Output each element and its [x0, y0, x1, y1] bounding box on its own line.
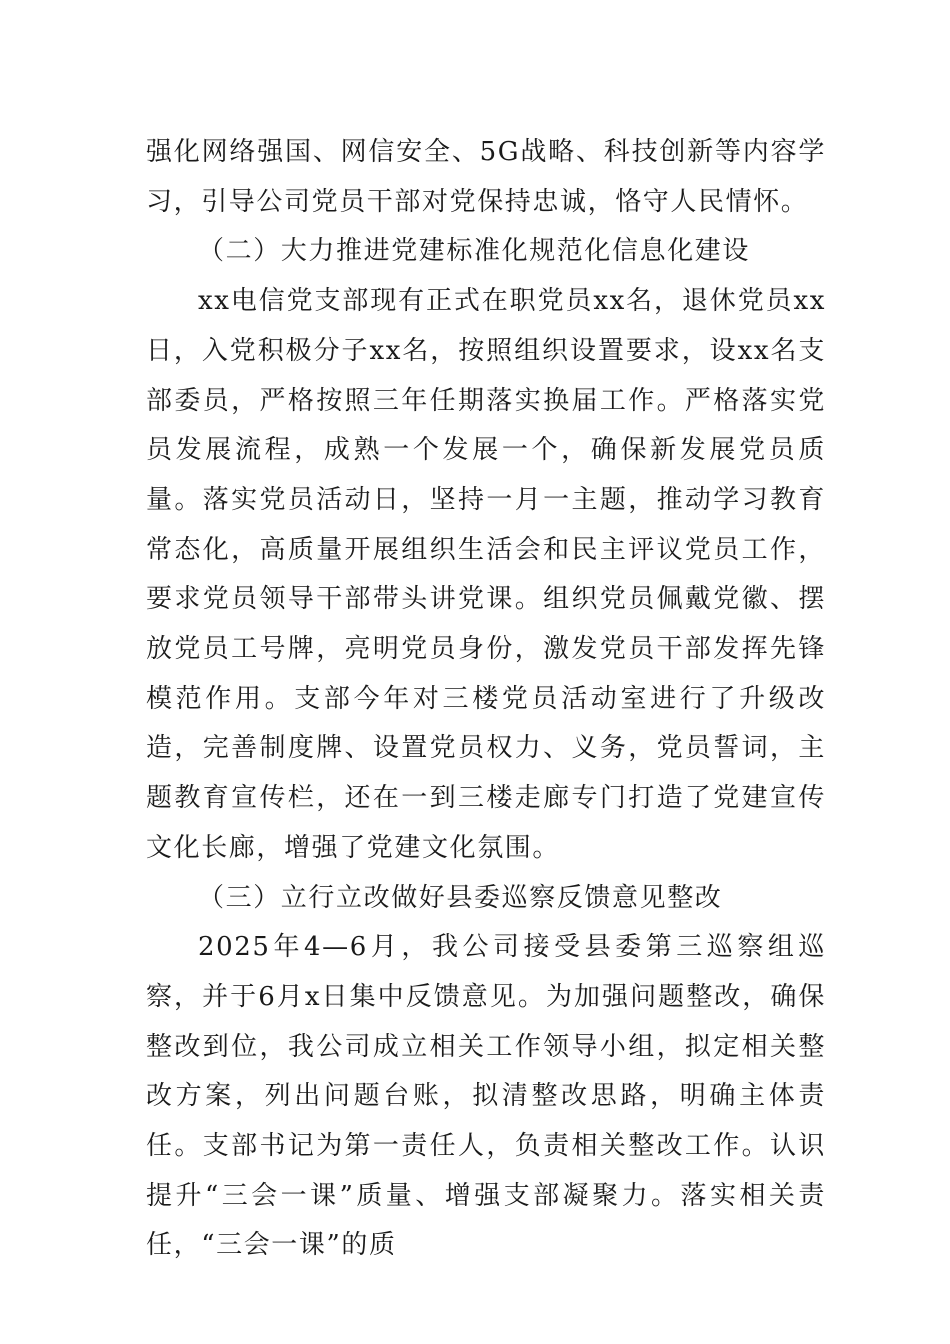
section-heading-3: （三）立行立改做好县委巡察反馈意见整改	[198, 882, 723, 913]
paragraph-party-building: xx电信党支部现有正式在职党员xx名，退休党员xx日，入党积极分子xx名，按照组织设置要求，设xx名支部委员，严格按照三年任期落实换届工作。严格落实党员发展流程，成熟一个发展一个，确保新发展党员质量。落实党员活动日，坚持一月一主题，推动学习教育常态化，高质量开展组织生活会和民主评议党员工作，要求党员领导干部带头讲党课。组织党员佩戴党徽、摆放党员工号牌，亮明党员身份，激发党员干部发挥先锋模范作用。支部今年对三楼党员活动室进行了升级改造，完善制度牌、设置党员权力、义务，党员誓词，主题教育宣传栏，还在一到三楼走廊专门打造了党建宣传文化长廊，增强了党建文化氛围。	[146, 286, 826, 863]
section-heading-2: （二）大力推进党建标准化规范化信息化建设	[198, 236, 751, 267]
paragraph-continued: 强化网络强国、网信安全、5G战略、科技创新等内容学习，引导公司党员干部对党保持忠诚，恪守人民情怀。	[146, 137, 826, 217]
paragraph-inspection-rectification: 2025年4—6月，我公司接受县委第三巡察组巡察，并于6月x日集中反馈意见。为加强问题整改，确保整改到位，我公司成立相关工作领导小组，拟定相关整改方案，列出问题台账，拟清整改思路，明确主体责任。支部书记为第一责任人，负责相关整改工作。认识提升“三会一课”质量、增强支部凝聚力。落实相关责任，“三会一课”的质	[146, 932, 826, 1261]
document-body	[146, 128, 826, 1271]
